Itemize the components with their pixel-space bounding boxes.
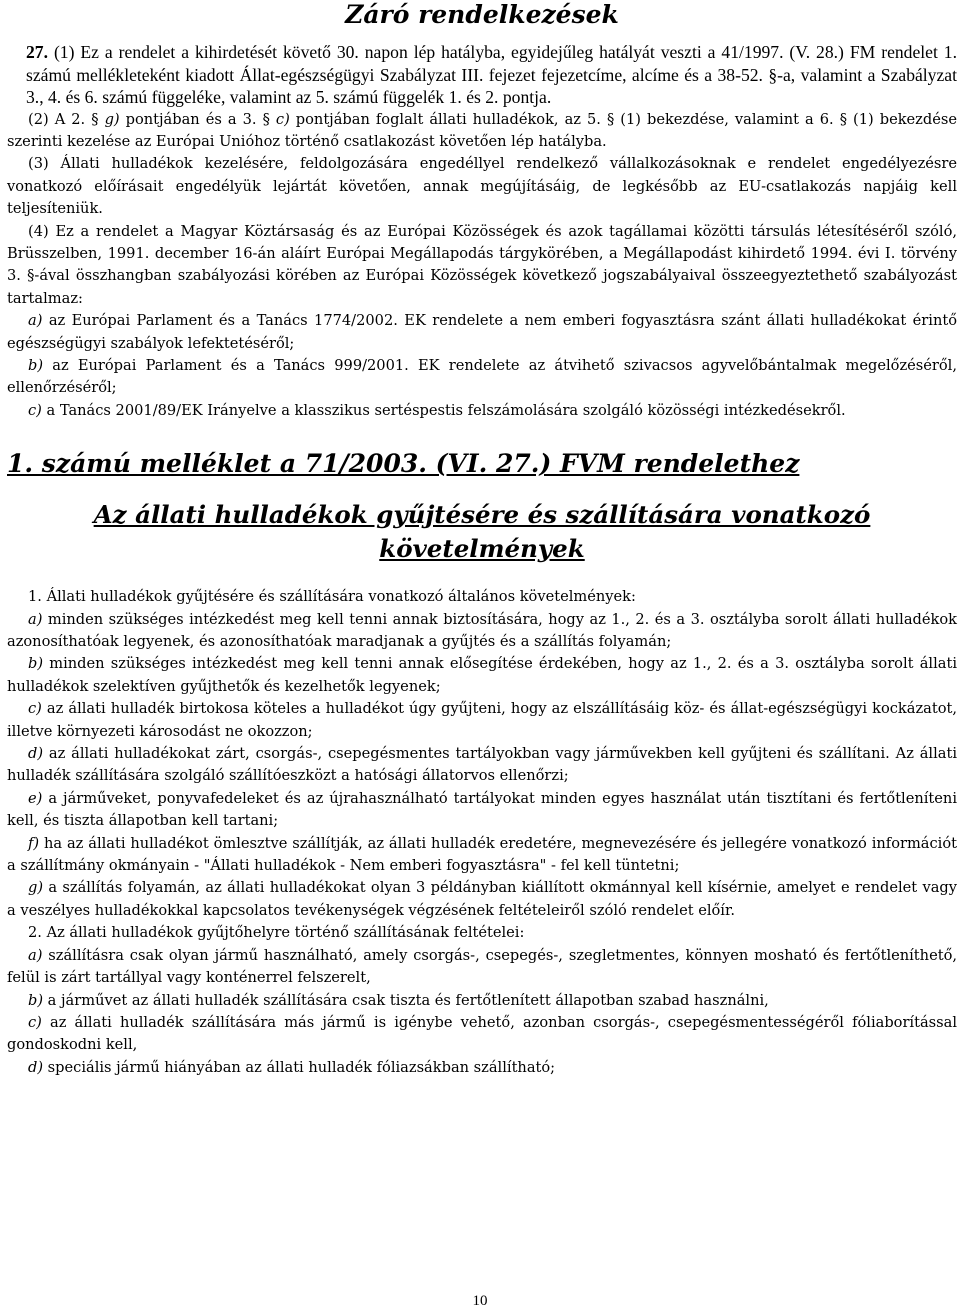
item-text: minden szükséges intézkedést meg kell tenni annak elősegítése érdekében, hogy az 1., 2. és a 3. osztályba sorolt állati hulladékok szelektíven gyűjthetők és kezelhetők legyenek; [7, 655, 957, 695]
item-label: e) [28, 789, 43, 807]
item-text: ha az állati hulladékot ömlesztve szállítják, az állati hulladék eredetére, megnevezésére és jellegére vonatkozó információt a szállítmány okmányain - "Állati hulladékok - Nem emberi fogyasztásra" - fel kell tüntetni; [7, 834, 957, 875]
item-text: a szállítás folyamán, az állati hulladékokat olyan 3 példányban kiállított okmánnyal kell kísérnie, amelyet e rendelet vagy a veszélyes hulladékokkal kapcsolatos tevékenységek végzésének feltételeiről szóló rendelet előír. [7, 879, 957, 919]
s2-item [7, 1057, 957, 1079]
s1-item [7, 609, 957, 654]
item-label: b) [28, 655, 44, 673]
paragraph-2-text-a: (2) A 2. § [28, 110, 105, 128]
s1-item [7, 698, 957, 743]
item-label: a) [28, 610, 43, 628]
article-number: 27. [26, 42, 48, 62]
paragraph-4-item-b [7, 355, 957, 400]
page-number: 10 [472, 1293, 488, 1309]
item-label: d) [28, 745, 44, 763]
item-label: a) [28, 312, 43, 330]
item-label: g) [28, 879, 44, 897]
section-1-items [7, 609, 957, 923]
s1-item [7, 788, 957, 833]
s1-item [7, 877, 957, 922]
item-label: a) [28, 946, 43, 964]
paragraph-2-text-c: pontjában foglalt állati hulladékok, az 5. § (1) bekezdése, valamint a 6. § (1) bekezdése szerinti kezelése az Európai Unióhoz történő csatlakozást követően lép hatályba. [7, 110, 957, 150]
paragraph-3: (3) Állati hulladékok kezelésére, feldolgozására engedéllyel rendelkező vállalkozásoknak e rendelet engedélyezésre vonatkozó előírásait engedélyük lejártát követően, annak megújításáig, de legkésőbb az EU-csatlakozás napjáig kell teljesíteniük. [7, 155, 957, 218]
paragraph-4-item-a [7, 310, 957, 355]
section-title: Záró rendelkezések [345, 0, 619, 29]
s1-item [7, 653, 957, 698]
document-page [7, 0, 957, 1079]
item-text: szállításra csak olyan jármű használható, amely csorgás-, csepegés-, szegletmentes, könnyen mosható és fertőtleníthető, felül is zárt tartállyal vagy konténerrel felszerelt, [7, 946, 957, 987]
paragraph-2-point-c: c) [275, 110, 290, 128]
annex-title: 1. számú melléklet a 71/2003. (VI. 27.) FVM rendelethez [7, 449, 800, 479]
article-27 [7, 41, 957, 109]
item-text: az állati hulladékokat zárt, csorgás-, csepegésmentes tartályokban vagy járművekben kell gyűjteni és szállítani. Az állati hulladék szállítására szolgáló szállítóeszközt a hatósági állatorvos ellenőrzi; [7, 745, 957, 785]
item-label: c) [28, 401, 42, 419]
paragraph-2-point-g: g) [104, 110, 120, 128]
s2-item [7, 945, 957, 990]
item-label: c) [28, 1013, 42, 1031]
item-text: az Európai Parlament és a Tanács 999/2001. EK rendelete az átvihető szivacsos agyvelőbántalmak megelőzéséről, ellenőrzéséről; [7, 356, 957, 397]
item-text: az Európai Parlament és a Tanács 1774/2002. EK rendelete a nem emberi fogyasztásra szánt állati hulladékokat érintő egészségügyi szabályok lefektetéséről; [7, 312, 957, 352]
item-text: a járművet az állati hulladék szállítására csak tiszta és fertőtlenített állapotban szabad használni, [43, 991, 769, 1009]
item-label: b) [28, 991, 44, 1009]
item-label: c) [28, 700, 42, 718]
item-label: b) [28, 356, 44, 374]
paragraph-2-text-b: pontjában és a 3. § [119, 110, 276, 128]
s1-item [7, 743, 957, 788]
paragraph-4-item-c [7, 400, 957, 422]
paragraph-2 [7, 109, 957, 154]
requirements-list [7, 586, 957, 1079]
s1-item [7, 833, 957, 878]
section-2-items [7, 945, 957, 1079]
item-text: minden szükséges intézkedést meg kell tenni annak biztosítására, hogy az 1., 2. és a 3. osztályba sorolt állati hulladékok azonosíthatóak legyenek, és azonosíthatóak maradjanak a gyűjtés és a szállítás folyamán; [7, 610, 957, 650]
item-text: speciális jármű hiányában az állati hulladék fóliazsákban szállítható; [43, 1058, 556, 1076]
section-2-heading: 2. Az állati hulladékok gyűjtőhelyre történő szállításának feltételei: [28, 924, 525, 942]
article-27-text: (1) Ez a rendelet a kihirdetését követő 30. napon lép hatályba, egyidejűleg hatályát veszti a 41/1997. (V. 28.) FM rendelet 1. számú mellékleteként kiadott Állat-egészségügyi Szabályzat III. fejezet fejezetcíme, alcíme és a 38-52. §-a, valamint a Szabályzat 3., 4. és 6. számú függeléke, valamint az 5. számú függelék 1. és 2. pontja. [26, 42, 958, 107]
item-label: f) [28, 834, 40, 852]
s2-item [7, 990, 957, 1012]
article-27-paragraph-1 [7, 41, 957, 109]
item-text: a Tanács 2001/89/EK Irányelve a klasszikus sertéspestis felszámolására szolgáló közösségi intézkedésekről. [41, 401, 846, 419]
item-label: d) [28, 1058, 44, 1076]
requirements-title: Az állati hulladékok gyűjtésére és szállítására vonatkozó követelmények [93, 500, 871, 564]
item-text: a járműveket, ponyvafedeleket és az újrahasználható tartályokat minden egyes használat után tisztítani és fertőtleníteni kell, és tiszta állapotban kell tartani; [7, 789, 957, 830]
item-text: az állati hulladék szállítására más jármű is igénybe vehető, azonban csorgás-, csepegésmentességéről fóliaborítással gondoskodni kell, [7, 1013, 957, 1054]
section-1-heading: 1. Állati hulladékok gyűjtésére és szállítására vonatkozó általános követelmények: [28, 588, 636, 606]
item-text: az állati hulladék birtokosa köteles a hulladékot úgy gyűjteni, hogy az elszállításáig köz- és állat-egészségügyi kockázatot, illetve környezeti károsodást ne okozzon; [7, 700, 957, 740]
s2-item [7, 1012, 957, 1057]
paragraph-4: (4) Ez a rendelet a Magyar Köztársaság és az Európai Közösségek és azok tagállamai közötti társulás létesítéséről szóló, Brüsszelben, 1991. december 16-án aláírt Európai Megállapodás tárgykörében, a Megállapodást kihirdető 1994. évi I. törvény 3. §-ával összhangban szabályozási körében az Európai Közösségek következő jogszabályaival összeegyeztethető szabályozást tartalmaz: [7, 222, 957, 307]
article-27-body [7, 109, 957, 423]
